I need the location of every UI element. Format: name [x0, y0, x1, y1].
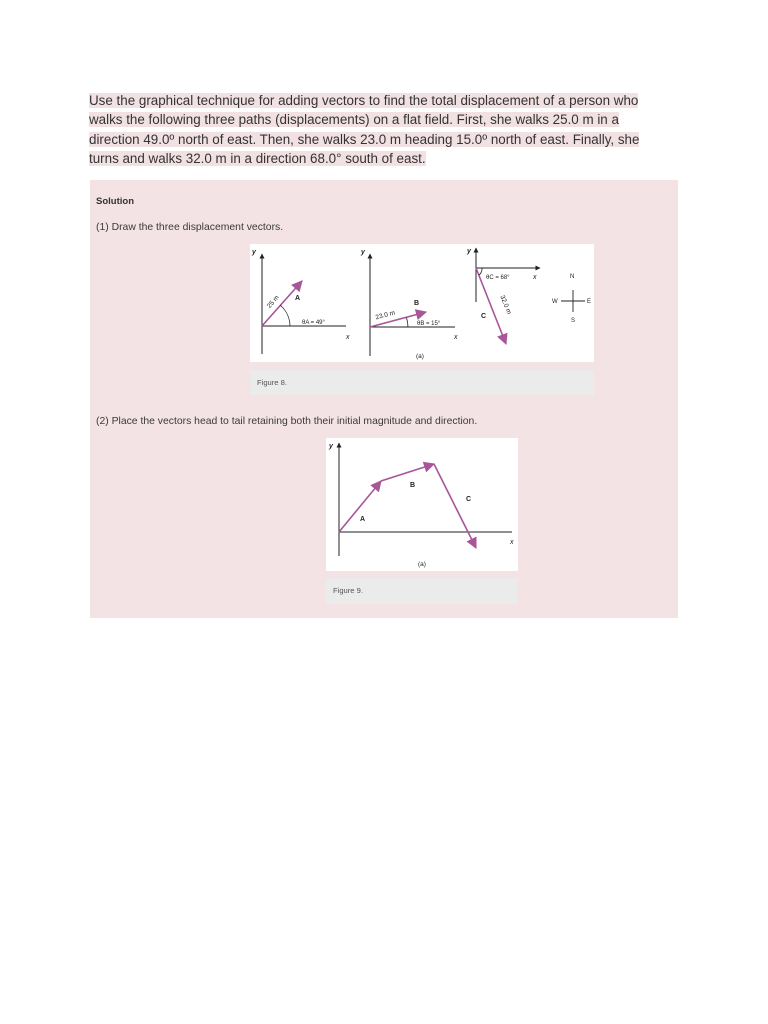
problem-line: direction 49.0º north of east. Then, she walks 23.0 m heading 15.0º north of east. Finally, she: [89, 131, 640, 147]
vector-a-label: A: [295, 295, 301, 302]
vector-b-angle: θB = 15°: [417, 321, 441, 327]
compass-south: S: [571, 318, 576, 324]
figure-9-diagram: [326, 438, 518, 571]
problem-line: walks the following three paths (displacements) on a flat field. First, she walks 25.0 m in a: [89, 112, 619, 128]
figure-9-image: [326, 438, 518, 571]
panel-vector-a: [251, 249, 350, 354]
axis-x-label: x: [533, 274, 537, 281]
vector-a-magnitude: 25 m: [265, 294, 281, 310]
problem-line: Use the graphical technique for adding vectors to find the total displacement of a person who: [89, 93, 639, 108]
axis-y-label: y: [361, 249, 365, 256]
panel-vector-b: [360, 249, 458, 360]
vector-b-label: B: [414, 300, 420, 307]
vector-c-angle: θC = 68°: [486, 275, 510, 281]
vector-a-arrow: [339, 481, 381, 532]
compass-east: E: [587, 299, 592, 305]
axis-y-label: y: [329, 443, 333, 450]
solution-box: [90, 180, 678, 618]
axis-x-label: x: [346, 334, 350, 341]
vector-c-label: C: [481, 313, 487, 320]
vector-a-label: A: [360, 516, 366, 523]
vector-c-label: C: [466, 496, 472, 503]
compass-rose: [552, 274, 591, 324]
compass-north: N: [570, 274, 575, 280]
axis-x-label: x: [454, 334, 458, 341]
figure-9-caption: Figure 9.: [326, 578, 518, 604]
solution-title: Solution: [96, 196, 134, 207]
problem-statement: [89, 91, 679, 168]
panel-label: (a): [418, 561, 426, 568]
figure-8-caption: Figure 8.: [250, 370, 594, 395]
panel-vector-c: [466, 248, 540, 344]
vector-b-magnitude: 23.0 m: [374, 309, 396, 322]
axis-x-label: x: [510, 539, 514, 546]
vector-b-label: B: [410, 482, 416, 489]
vector-c-arrow: [434, 464, 476, 548]
figure-8-image: [250, 244, 594, 362]
step-2-text: (2) Place the vectors head to tail retaining both their initial magnitude and direction.: [96, 416, 478, 427]
axis-y-label: y: [252, 249, 256, 256]
vector-b-arrow: [381, 464, 434, 481]
vector-a-angle: θA = 49°: [302, 320, 325, 326]
axis-y-label: y: [467, 248, 471, 255]
step-1-text: (1) Draw the three displacement vectors.: [96, 222, 284, 233]
problem-line: turns and walks 32.0 m in a direction 68.0° south of east.: [89, 150, 426, 166]
compass-west: W: [552, 299, 558, 305]
figure-8-diagram: [250, 244, 594, 362]
panel-label: (a): [416, 353, 424, 360]
vector-c-magnitude: 32.0 m: [498, 294, 513, 316]
